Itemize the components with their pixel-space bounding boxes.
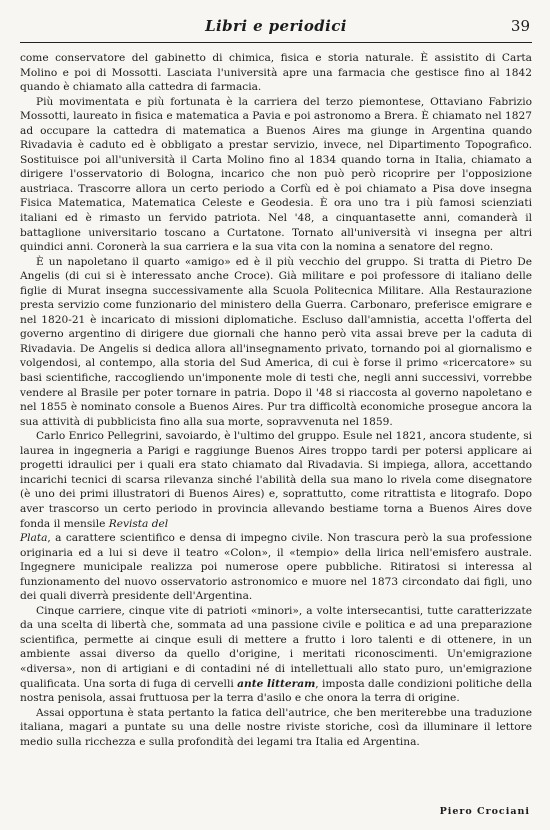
paragraph-2: Più movimentata e più fortunata è la carriera del terzo piemontese, Ottaviano Fabrizio Mossotti, laureato in fisica e matematica a Pavia e poi astronomo a Brera. È chiamato nel 1827 ad occupare la cattedra di matematica a Buenos Aires ma giunge in Argentina quando Rivadavia è caduto ed è obbligato a prestar servizio, invece, nel Dipartimento Topografico. Sostituisce poi all'università il Carta Molino fino al 1834 quando torna in Italia, chiamato a dirigere l'osservatorio di Bologna, incarico che non può però ricoprire per l'opposizione austriaca. Trascorre allora un certo periodo a Corfù ed è poi chiamato a Pisa dove insegna Fisica Matematica, Matematica Celeste e Geodesia. È ora uno tra i più famosi scienziati italiani ed è rimasto un fervido patriota. Nel '48, a cinquantasette anni, comanderà il battaglione universitario toscano a Curtatone. Tornato all'università vi insegna per altri quindici anni. Coronerà la sua carriera e la sua vita con la nomina a senatore del regno.: [20, 95, 532, 254]
paragraph-4-cont: , a carattere scientifico e densa di impegno civile. Non trascura però la sua: [47, 532, 466, 545]
paragraph-4-end: professione originaria ed a lui si deve il teatro «Colon», il «tempio» della lirica nell'emisfero australe. Ingegnere municipale realizza poi numerose opere pubbliche. Ritiratosi si interessa al funzionamento del nuovo osservatorio astronomico e muore nel 1873 circondato dai figli, uno dei quali diverrà presidente dell'Argentina.: [20, 532, 532, 603]
paragraph-3: È un napoletano il quarto «amigo» ed è il più vecchio del gruppo. Si tratta di Pietro De Angelis (di cui si è interessato anche Croce). Già militare e poi professore di italiano delle figlie di Murat insegna successivamente alla Scuola Politecnica Militare. Alla Restaurazione presta servizio come funzionario del ministero della Guerra. Carbonaro, preferisce emigrare e nel 1820-21 è incaricato di missioni diplomatiche. Escluso dall'amnistia, accetta l'offerta del governo argentino di dirigere due giornali che hanno però vita assai breve per la caduta di Rivadavia. De Angelis si dedica allora all'insegnamento privato, tornando poi al giornalismo e volgendosi, al contempo, alla storia del Sud America, di cui è forse il primo «ricercatore» su basi scientifiche, raccogliendo un'imponente mole di testi che, negli anni successivi, vorrebbe vendere al Brasile per poter tornare in patria. Dopo il '48 si riaccosta al governo napoletano e nel 1855 è nominato console a Buenos Aires. Pur tra difficoltà economiche prosegue ancora la sua attività di pubblicista fino alla sua morte, sopravvenuta nel 1859.: [20, 255, 532, 428]
paragraph-5: [20, 604, 532, 706]
paragraph-4-text: Carlo Enrico Pellegrini, savoiardo, è l'ultimo del gruppo. Esule nel 1821, ancora studente, si laurea in ingegneria a Parigi e raggiunge Buenos Aires troppo tardi per potersi applicare ai progetti idraulici per i quali era stato chiamato dal Rivadavia. Si impiega, allora, accettando incarichi tecnici di scarsa rilevanza sinché l'abilità della sua mano lo rivela come disegnatore (è uno dei primi illustratori di Buenos Aires) e, soprattutto, come ritrattista e litografo. Dopo aver trascorso un certo periodo in provincia allevando bestiame torna a Buenos Aires dove fonda il mensile: [20, 430, 533, 530]
page-number: 39: [510, 17, 530, 35]
running-header: [20, 16, 532, 43]
journal-title-plata: Plata: [20, 532, 48, 545]
author-signature: Piero Crociani: [439, 806, 530, 817]
latin-phrase: ante litteram: [237, 677, 316, 690]
journal-section-title: Libri e periodici: [205, 17, 347, 35]
paragraph-4: [20, 429, 532, 604]
paragraph-1: come conservatore del gabinetto di chimica, fisica e storia naturale. È assistito di Carta Molino e poi di Mossotti. Lasciata l'università apre una farmacia che gestisce fino al 1842 quando è chiamato alla cattedra di farmacia.: [20, 52, 532, 94]
paragraph-6: Assai opportuna è stata pertanto la fatica dell'autrice, che ben meriterebbe una traduzione italiana, magari a puntate su una delle nostre riviste storiche, così da illuminare il lettore medio sulla ricchezza e sulla profondità dei legami tra Italia ed Argentina.: [20, 706, 532, 748]
paragraph-5-text: Cinque carriere, cinque vite di patrioti «minori», a volte intersecantisi, tutte caratterizzate da una scelta di libertà che, sommata ad una passione civile e politica e ad una preparazione scientifica, permette ai cinque esuli di mettere a frutto i loro talenti e di ottenere, in un ambiente assai diverso da quello d'origine, i meritati riconoscimenti. Un'emigrazione «diversa», non di artigiani e di contadini né di intellettuali allo stato puro, un'emigrazione qualificata. Una sorta di fuga di cervelli: [20, 604, 532, 690]
article-body: [20, 51, 532, 749]
paragraph-5-end: , imposta dalle condizioni politiche della nostra penisola, assai fruttuosa per la terra d'asilo e che onora la terra di origine.: [20, 677, 533, 705]
journal-title-revista: Revista del: [108, 517, 169, 530]
